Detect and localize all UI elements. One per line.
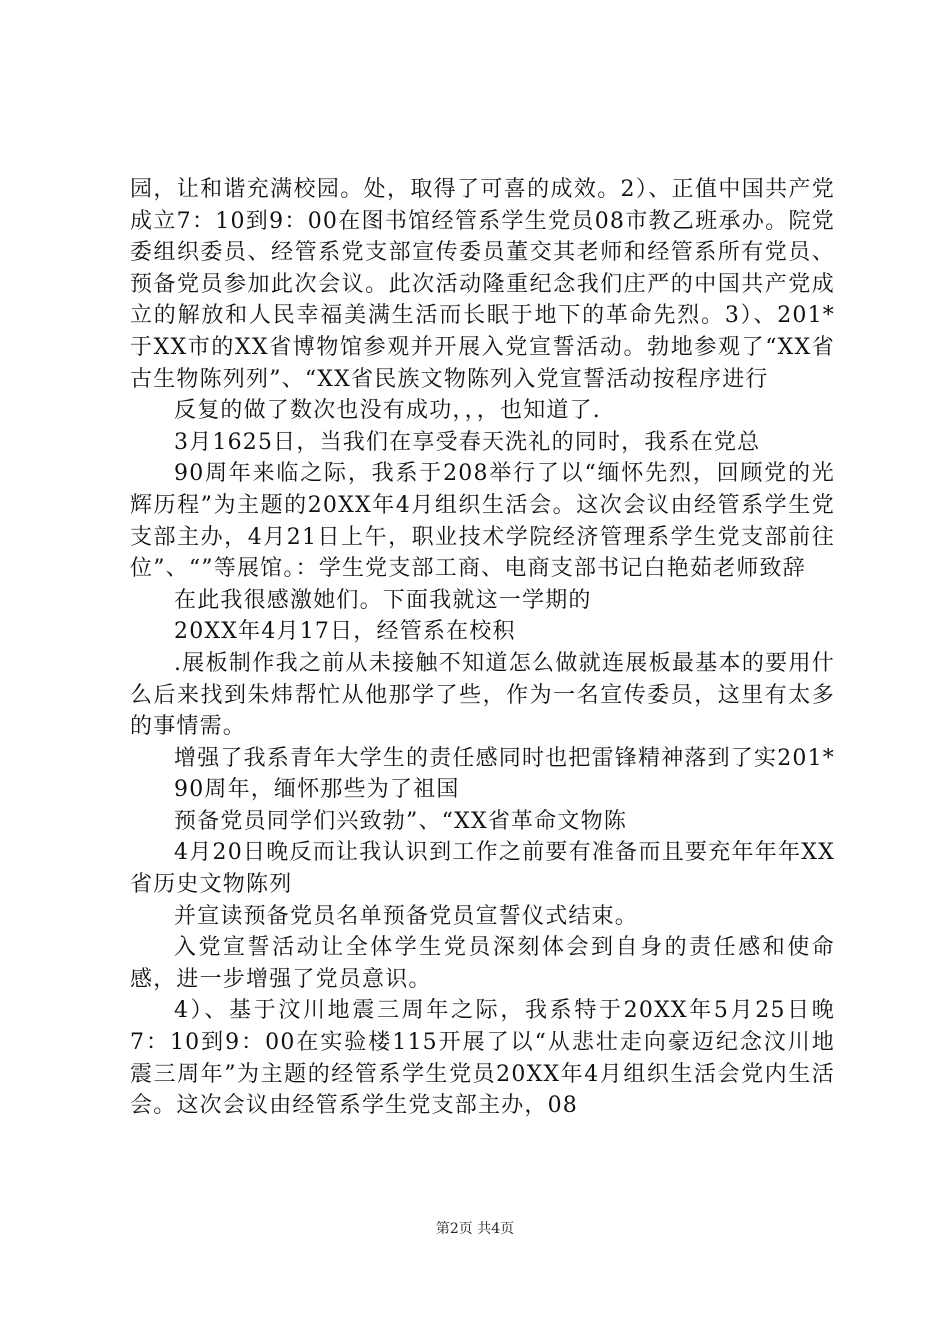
paragraph: 园，让和谐充满校园。处，取得了可喜的成效。2）、正值中国共产党成立7：10到9：00在图书馆经管系学生党员08市教乙班承办。院党委组织委员、经管系党支部宣传委员董交其老师和经管系所有党员、预备党员参加此次会议。此次活动隆重纪念我们庄严的中国共产党成立的解放和人民幸福美满生活而长眠于地下的革命先烈。3）、201*于XX市的XX省博物馆参观并开展入党宣誓活动。勃地参观了“XX省古生物陈列列”、“XX省民族文物陈列入党宣誓活动按程序进行 — [130, 177, 835, 392]
paragraph: 预备党员同学们兴致勃”、“XX省革命文物陈 — [174, 808, 628, 834]
paragraph: 3月1625日，当我们在享受春天洗礼的同时，我系在党总 — [174, 429, 761, 455]
document-body — [130, 174, 835, 1122]
page-footer — [0, 1218, 950, 1238]
page-number-label: 第2页 共4页 — [435, 1221, 515, 1237]
paragraph: 4月20日晚反而让我认识到工作之前要有准备而且要充年年年XX省历史文物陈列 — [130, 840, 835, 898]
paragraph: 并宣读预备党员名单预备党员宣誓仪式结束。 — [174, 903, 639, 929]
paragraph: .展板制作我之前从未接触不知道怎么做就连展板最基本的要用什么后来找到朱炜帮忙从他那学了些，作为一名宣传委员，这里有太多的事情需。 — [130, 650, 835, 740]
paragraph: 增强了我系青年大学生的责任感同时也把雷锋精神落到了实201* — [174, 745, 835, 771]
paragraph: 4）、基于汶川地震三周年之际，我系特于20XX年5月25日晚7：10到9：00在实验楼115开展了以“从悲壮走向豪迈纪念汶川地震三周年”为主题的经管系学生党员20XX年4月组织生活会党内生活会。这次会议由经管系学生党支部主办，08 — [130, 998, 835, 1119]
paragraph: 反复的做了数次也没有成功，，，也知道了. — [174, 398, 601, 424]
paragraph: 20XX年4月17日，经管系在校积 — [174, 619, 516, 645]
paragraph: 90周年，缅怀那些为了祖国 — [174, 777, 460, 803]
paragraph: 在此我很感激她们。下面我就这一学期的 — [174, 587, 592, 613]
paragraph: 入党宣誓活动让全体学生党员深刻体会到自身的责任感和使命感，进一步增强了党员意识。 — [130, 935, 835, 992]
paragraph: 90周年来临之际，我系于208举行了以“缅怀先烈，回顾党的光辉历程”为主题的20XX年4月组织生活会。这次会议由经管系学生党支部主办，4月21日上午，职业技术学院经济管理系学生党支部前往位”、“”等展馆。：学生党支部工商、电商支部书记白艳茹老师致辞 — [130, 461, 835, 582]
